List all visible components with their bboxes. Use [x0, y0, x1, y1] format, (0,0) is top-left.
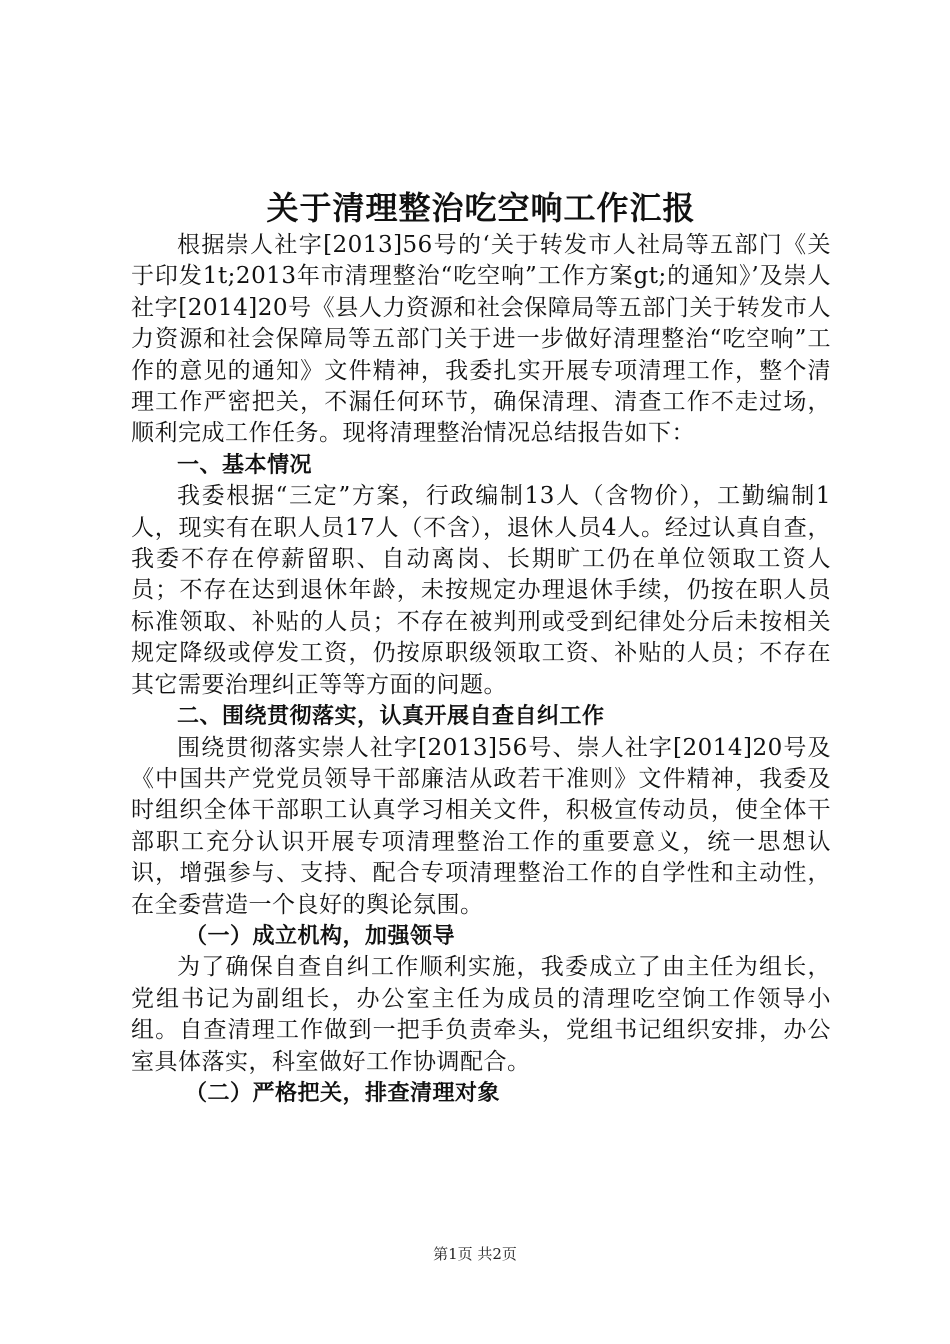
document-title: 关于清理整治吃空响工作汇报 [266, 189, 696, 227]
subsection-1-heading: （一）成立机构，加强领导 [185, 923, 456, 949]
section-2-paragraph: 围绕贯彻落实崇人社字[2013]56号、崇人社字[2014]20号及《中国共产党党员领导干部廉洁从政若干准则》文件精神，我委及时组织全体干部职工认真学习相关文件，积极宣传动员，使全体干部职工充分认识开展专项清理整治工作的重要意义，统一思想认识，增强参与、支持、配合专项清理整治工作的自学性和主动性，在全委营造一个良好的舆论氛围。 [131, 734, 831, 918]
page-footer: 第1页 共2页 [433, 1245, 517, 1263]
subsection-1-paragraph: 为了确保自查自纠工作顺利实施，我委成立了由主任为组长，党组书记为副组长，办公室主任为成员的清理吃空饷工作领导小组。自查清理工作做到一把手负责牵头，党组书记组织安排，办公室具体落实，科室做好工作协调配合。 [131, 954, 831, 1075]
document-body [131, 186, 831, 1109]
subsection-2-heading: （二）严格把关，排查清理对象 [185, 1080, 501, 1106]
intro-paragraph: 根据崇人社字[2013]56号的‘关于转发市人社局等五部门《关于印发1t;2013年市清理整治“吃空响”工作方案gt;的通知》’及崇人社字[2014]20号《县人力资源和社会保障局等五部门关于转发市人力资源和社会保障局等五部门关于进一步做好清理整治“吃空响”工作的意见的通知》文件精神，我委扎实开展专项清理工作，整个清理工作严密把关，不漏任何环节，确保清理、清查工作不走过场，顺利完成工作任务。现将清理整治情况总结报告如下： [131, 232, 831, 447]
section-1-paragraph: 我委根据“三定”方案，行政编制13人（含物价），工勤编制1人，现实有在职人员17人（不含），退休人员4人。经过认真自查，我委不存在停薪留职、自动离岗、长期旷工仍在单位领取工资人员；不存在达到退休年龄，未按规定办理退休手续，仍按在职人员标准领取、补贴的人员；不存在被判刑或受到纪律处分后未按相关规定降级或停发工资，仍按原职级领取工资、补贴的人员；不存在其它需要治理纠正等等方面的问题。 [131, 483, 831, 698]
section-2-heading: 二、围绕贯彻落实，认真开展自查自纠工作 [177, 704, 605, 730]
section-1-heading: 一、基本情况 [177, 452, 313, 478]
